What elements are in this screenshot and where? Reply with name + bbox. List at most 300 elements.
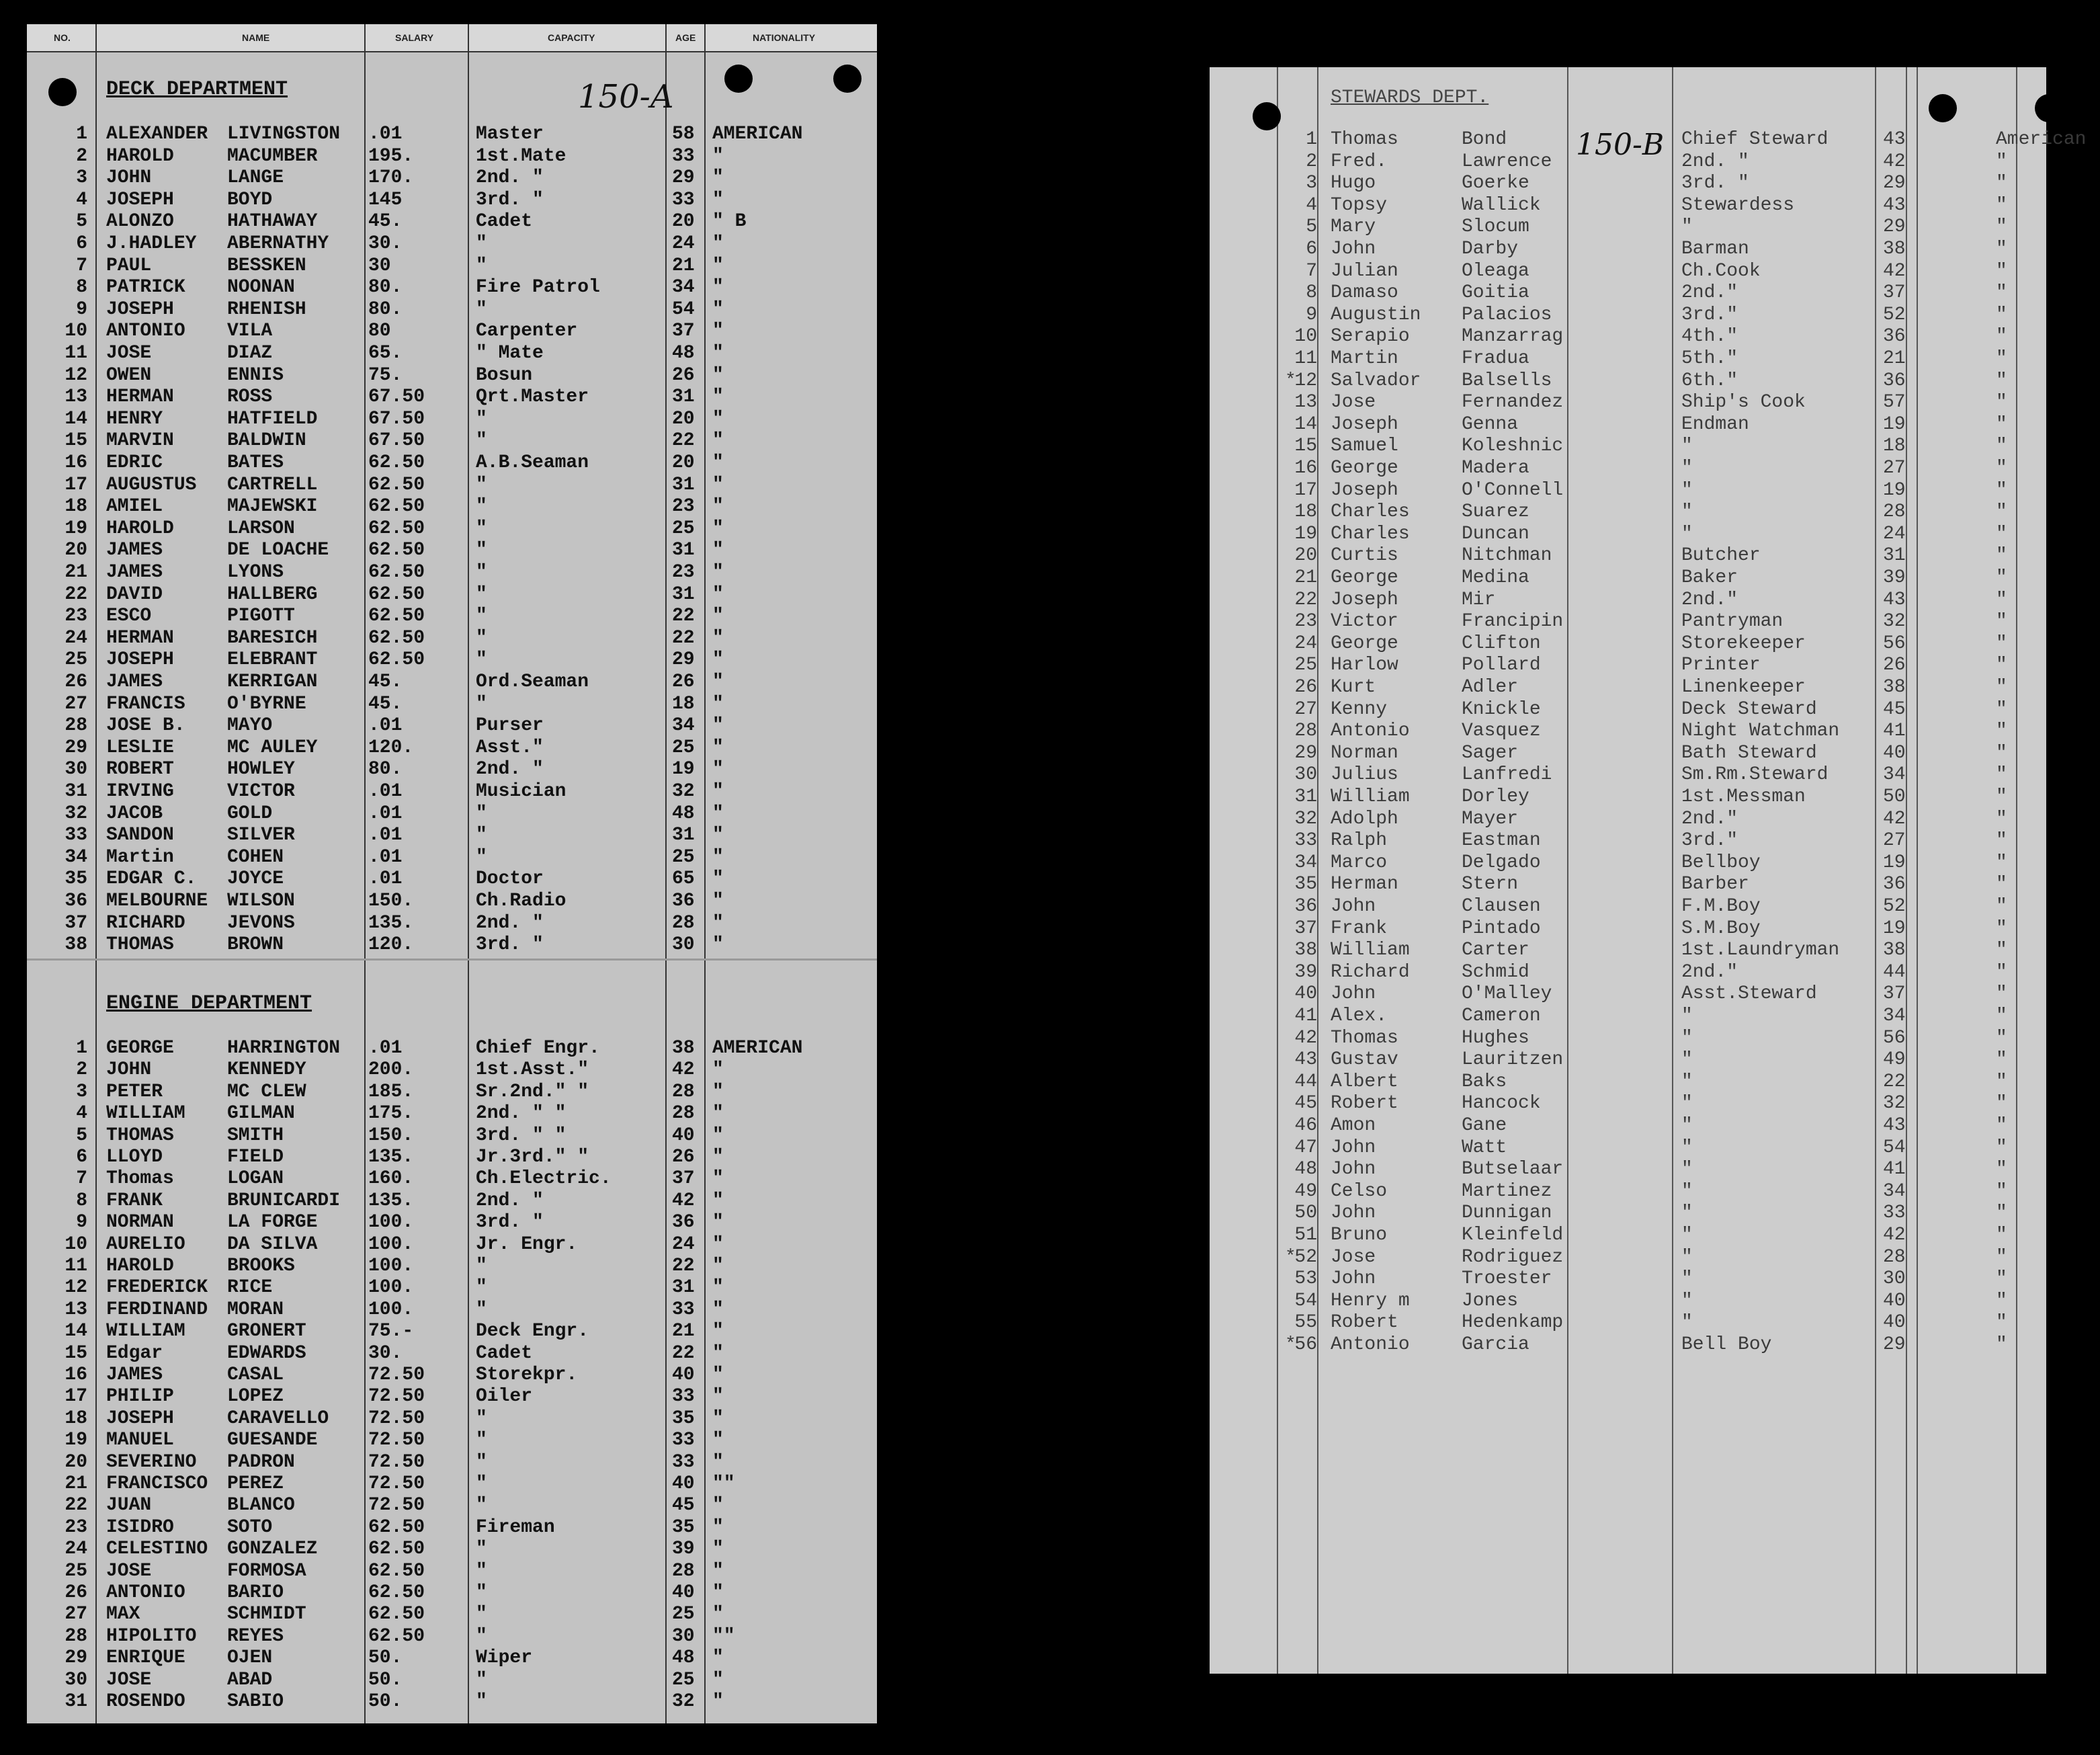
crew-row — [1210, 524, 2046, 545]
cell-last: REYES — [227, 1625, 284, 1647]
cell-nat: " — [712, 1691, 724, 1712]
crew-row — [1210, 1115, 2046, 1137]
cell-last: DE LOACHE — [227, 540, 329, 561]
cell-right: " — [1996, 1093, 2007, 1114]
cell-no: 25 — [65, 649, 87, 671]
cell-age: 25 — [672, 846, 695, 868]
cell-cap: " — [476, 1451, 487, 1473]
cell-first: Thomas — [106, 1168, 174, 1190]
cell-age: 19 — [672, 759, 695, 780]
cell-last: Bond — [1462, 129, 1507, 150]
crew-row — [27, 146, 877, 167]
crew-row — [1210, 1006, 2046, 1027]
cell-cap: " — [1681, 1006, 1693, 1026]
cell-no: 27 — [65, 693, 87, 715]
cell-no: 17 — [1294, 479, 1317, 501]
crew-row — [27, 1604, 877, 1625]
crew-row — [1210, 633, 2046, 655]
cell-cap: Jr. Engr. — [476, 1233, 578, 1255]
cell-last: Goerke — [1462, 173, 1529, 194]
cell-nat: " — [712, 868, 724, 890]
cell-first: Albert — [1331, 1071, 1398, 1092]
cell-cap: Stewardess — [1681, 194, 1795, 216]
cell-no: 32 — [1294, 808, 1317, 829]
cell-no: 28 — [65, 715, 87, 737]
cell-last: Dunnigan — [1462, 1202, 1552, 1224]
cell-no: 44 — [1294, 1071, 1317, 1092]
cell-cap: Ord.Seaman — [476, 671, 589, 692]
cell-no: 26 — [65, 671, 87, 692]
cell-sal: 120. — [368, 934, 414, 956]
crew-row — [27, 1256, 877, 1277]
cell-no: 10 — [65, 321, 87, 342]
cell-last: BOYD — [227, 189, 273, 210]
cell-last: Genna — [1462, 413, 1519, 435]
cell-cap: Storekpr. — [476, 1364, 578, 1385]
crew-row — [27, 1299, 877, 1321]
cell-last: BALDWIN — [227, 430, 306, 452]
cell-last: Martinez — [1462, 1180, 1552, 1202]
cell-right: " — [1996, 1180, 2007, 1202]
cell-age: 20 — [672, 452, 695, 473]
cell-right: " — [1996, 282, 2007, 304]
cell-first: Jose — [1331, 1246, 1376, 1268]
cell-no: 5 — [76, 211, 87, 233]
cell-cap: A.B.Seaman — [476, 452, 589, 473]
crew-row — [27, 190, 877, 211]
crew-row — [1210, 1268, 2046, 1290]
cell-last: Clifton — [1462, 632, 1541, 654]
cell-sal: .01 — [368, 124, 403, 145]
cell-age: 31 — [672, 540, 695, 561]
cell-last: Goitia — [1462, 282, 1529, 304]
crew-row — [27, 1081, 877, 1103]
cell-sal: 62.50 — [368, 1604, 425, 1625]
cell-age: 34 — [1883, 1180, 1906, 1202]
cell-last: GILMAN — [227, 1103, 295, 1125]
cell-first: HIPOLITO — [106, 1625, 197, 1647]
cell-cap: 2nd. " — [476, 167, 544, 189]
cell-last: KENNEDY — [227, 1059, 306, 1081]
cell-nat: " — [712, 803, 724, 824]
cell-cap: Ship's Cook — [1681, 392, 1806, 413]
cell-first: Norman — [1331, 742, 1398, 764]
cell-last: O'Connell — [1462, 479, 1564, 501]
cell-last: Schmid — [1462, 961, 1529, 983]
cell-last: GUESANDE — [227, 1430, 318, 1451]
crew-row — [27, 1647, 877, 1669]
cell-last: BROWN — [227, 934, 284, 956]
cell-age: 56 — [1883, 1027, 1906, 1049]
cell-cap: Oiler — [476, 1386, 533, 1407]
cell-first: Samuel — [1331, 436, 1398, 457]
cell-age: 44 — [1883, 961, 1906, 983]
cell-no: 12 — [65, 1277, 87, 1299]
cell-right: " — [1996, 501, 2007, 523]
cell-no: 47 — [1294, 1137, 1317, 1158]
cell-no: 6 — [1306, 239, 1317, 259]
cell-last: O'BYRNE — [227, 693, 306, 715]
cell-no: 38 — [65, 934, 87, 956]
cell-first: JOSEPH — [106, 298, 174, 320]
cell-no: 7 — [76, 255, 87, 276]
crew-row — [1210, 1093, 2046, 1114]
cell-nat: " — [712, 627, 724, 649]
cell-cap: 3rd." — [1681, 830, 1738, 852]
cell-last: HARRINGTON — [227, 1038, 341, 1059]
cell-sal: 100. — [368, 1277, 414, 1299]
crew-row — [27, 847, 877, 868]
cell-cap: Ch.Cook — [1681, 260, 1761, 282]
cell-nat: " — [712, 1081, 724, 1102]
cell-first: William — [1331, 786, 1410, 807]
cell-cap: 1st.Messman — [1681, 786, 1806, 807]
cell-no: 34 — [65, 846, 87, 868]
cell-nat: " — [712, 671, 724, 692]
cell-sal: 45. — [368, 693, 403, 715]
cell-right: " — [1996, 611, 2007, 632]
cell-sal: 62.50 — [368, 496, 425, 518]
cell-first: ROBERT — [106, 759, 174, 780]
cell-no: 11 — [1294, 348, 1317, 369]
cell-nat: " — [712, 912, 724, 934]
cell-cap: Printer — [1681, 655, 1761, 676]
cell-no: 19 — [65, 1430, 87, 1451]
cell-first: PATRICK — [106, 277, 185, 298]
punch-hole — [48, 78, 77, 106]
cell-age: 29 — [1883, 173, 1906, 194]
cell-right: " — [1996, 1290, 2007, 1311]
cell-last: DIAZ — [227, 343, 273, 364]
cell-sal: 50. — [368, 1647, 403, 1669]
cell-nat: " — [712, 189, 724, 210]
crew-row — [1210, 743, 2046, 764]
cell-age: 31 — [672, 825, 695, 846]
cell-age: 26 — [672, 1147, 695, 1168]
crew-row — [27, 694, 877, 715]
cell-nat: " — [712, 606, 724, 627]
cell-no: 53 — [1294, 1268, 1317, 1290]
cell-cap: 1st.Mate — [476, 145, 566, 167]
cell-last: Hancock — [1462, 1093, 1541, 1114]
cell-last: Wallick — [1462, 194, 1541, 216]
cell-first: Frank — [1331, 917, 1388, 939]
cell-nat: " — [712, 1233, 724, 1255]
crew-row — [27, 233, 877, 255]
cell-first: ENRIQUE — [106, 1647, 185, 1669]
cell-first: ANTONIO — [106, 321, 185, 342]
cell-sal: 72.50 — [368, 1451, 425, 1473]
crew-row — [1210, 261, 2046, 282]
crew-row — [1210, 874, 2046, 895]
cell-age: 24 — [672, 233, 695, 254]
cell-sal: 75. — [368, 364, 403, 386]
cell-last: KERRIGAN — [227, 671, 318, 692]
cell-age: 28 — [672, 1103, 695, 1125]
cell-no: 31 — [1294, 786, 1317, 807]
crew-row — [27, 321, 877, 342]
cell-last: Hughes — [1462, 1027, 1529, 1049]
cell-no: 31 — [65, 781, 87, 802]
cell-no: 12 — [65, 364, 87, 386]
cell-no: 1 — [76, 124, 87, 145]
cell-age: 22 — [672, 1256, 695, 1276]
cell-first: Martin — [106, 846, 174, 868]
cell-age: 28 — [672, 1560, 695, 1582]
cell-cap: " — [476, 1473, 487, 1494]
cell-sal: 100. — [368, 1256, 414, 1276]
crew-row — [27, 211, 877, 233]
cell-sal: 65. — [368, 343, 403, 364]
crew-row — [27, 518, 877, 540]
cell-cap: " — [1681, 1312, 1693, 1334]
cell-first: JOSEPH — [106, 649, 174, 671]
cell-sal: 150. — [368, 891, 414, 911]
cell-age: 33 — [672, 145, 695, 167]
cell-no: 30 — [1294, 764, 1317, 786]
cell-cap: " — [1681, 1137, 1693, 1158]
cell-last: MC AULEY — [227, 737, 318, 758]
cell-cap: " — [476, 298, 487, 320]
cell-right: " — [1996, 1225, 2007, 1246]
crew-row — [27, 1670, 877, 1691]
crew-row — [27, 452, 877, 474]
crew-row — [1210, 304, 2046, 326]
cell-first: Joseph — [1331, 589, 1398, 610]
cell-right: " — [1996, 698, 2007, 720]
cell-right: " — [1996, 413, 2007, 435]
cell-sal: 120. — [368, 737, 414, 758]
cell-no: 38 — [1294, 940, 1317, 961]
crew-row — [1210, 567, 2046, 589]
crew-row — [27, 1539, 877, 1560]
cell-first: WILLIAM — [106, 1103, 185, 1125]
cell-last: Cameron — [1462, 1006, 1541, 1026]
cell-cap: Musician — [476, 781, 566, 802]
crew-row — [27, 540, 877, 561]
cell-age: 29 — [672, 649, 695, 671]
cell-cap: 3rd. " — [476, 934, 544, 956]
cell-cap: Sr.2nd." " — [476, 1081, 589, 1102]
cell-nat: " — [712, 343, 724, 364]
cell-nat: " — [712, 715, 724, 737]
page-number: 150-A — [578, 78, 674, 116]
cell-last: LOGAN — [227, 1168, 284, 1190]
cell-last: BROOKS — [227, 1256, 295, 1276]
cell-nat: " — [712, 1516, 724, 1538]
cell-nat: " — [712, 1364, 724, 1385]
header-salary: SALARY — [395, 32, 434, 43]
cell-cap: " — [1681, 216, 1693, 238]
cell-nat: " — [712, 1386, 724, 1407]
cell-cap: " — [476, 825, 487, 846]
cell-sal: 30. — [368, 233, 403, 254]
cell-nat: AMERICAN — [712, 124, 803, 145]
cell-nat: " — [712, 298, 724, 320]
cell-star: * — [1285, 1246, 1296, 1268]
cell-age: 37 — [1883, 282, 1906, 304]
cell-age: 31 — [672, 1277, 695, 1299]
cell-first: FREDERICK — [106, 1277, 208, 1299]
cell-sal: 185. — [368, 1081, 414, 1102]
cell-no: 6 — [76, 233, 87, 254]
cell-age: 19 — [1883, 413, 1906, 435]
cell-age: 31 — [672, 474, 695, 495]
crew-row — [27, 1473, 877, 1495]
cell-cap: " — [476, 693, 487, 715]
cell-sal: 50. — [368, 1691, 403, 1712]
cell-first: SEVERINO — [106, 1451, 197, 1473]
crew-row — [1210, 370, 2046, 392]
cell-nat: " — [712, 781, 724, 802]
cell-right: " — [1996, 589, 2007, 610]
cell-no: 17 — [65, 474, 87, 495]
crew-row — [27, 1343, 877, 1364]
cell-sal: 72.50 — [368, 1364, 425, 1385]
cell-first: Ralph — [1331, 830, 1388, 852]
crew-row — [27, 386, 877, 408]
cell-age: 31 — [672, 386, 695, 408]
cell-sal: 160. — [368, 1168, 414, 1190]
cell-last: Hedenkamp — [1462, 1312, 1564, 1334]
crew-row — [27, 562, 877, 583]
cell-last: Palacios — [1462, 304, 1552, 325]
crew-row — [27, 409, 877, 430]
cell-first: Celso — [1331, 1180, 1388, 1202]
cell-last: Delgado — [1462, 852, 1541, 873]
cell-age: 26 — [672, 364, 695, 386]
cell-cap: 2nd. " — [476, 1190, 544, 1211]
cell-age: 22 — [672, 606, 695, 627]
cell-first: FRANCISCO — [106, 1473, 208, 1494]
cell-no: 10 — [65, 1233, 87, 1255]
cell-right: " — [1996, 896, 2007, 917]
crew-row — [1210, 545, 2046, 567]
cell-cap: 2nd." — [1681, 808, 1738, 829]
cell-age: 57 — [1883, 392, 1906, 413]
cell-nat: " — [712, 1147, 724, 1168]
cell-cap: " — [1681, 436, 1693, 457]
cell-no: 13 — [65, 1299, 87, 1320]
crew-row — [1210, 809, 2046, 830]
crew-row — [1210, 764, 2046, 786]
cell-first: MELBOURNE — [106, 891, 208, 911]
cell-first: ALONZO — [106, 211, 174, 233]
cell-sal: 135. — [368, 1190, 414, 1211]
cell-first: NORMAN — [106, 1212, 174, 1233]
crew-row — [27, 671, 877, 693]
cell-no: 26 — [1294, 677, 1317, 698]
page-number: 150-B — [1576, 128, 1665, 162]
cell-sal: .01 — [368, 868, 403, 890]
cell-cap: " Mate — [476, 343, 544, 364]
cell-age: 22 — [672, 430, 695, 452]
cell-no: 51 — [1294, 1225, 1317, 1246]
cell-cap: Night Watchman — [1681, 721, 1840, 742]
cell-first: Edgar — [106, 1342, 163, 1364]
cell-cap: 3rd. " — [476, 1212, 544, 1233]
cell-age: 18 — [1883, 436, 1906, 457]
cell-nat: " — [712, 386, 724, 408]
cell-last: Nitchman — [1462, 545, 1552, 567]
cell-cap: " — [1681, 501, 1693, 523]
cell-last: BRUNICARDI — [227, 1190, 341, 1211]
cell-nat: "" — [712, 1473, 735, 1494]
cell-last: Rodriguez — [1462, 1246, 1564, 1268]
cell-cap: Asst.Steward — [1681, 983, 1817, 1005]
cell-nat: " — [712, 1256, 724, 1276]
cell-age: 32 — [1883, 611, 1906, 632]
cell-cap: Jr.3rd." " — [476, 1147, 589, 1168]
cell-last: Kleinfeld — [1462, 1225, 1564, 1246]
cell-age: 33 — [672, 1386, 695, 1407]
cell-no: 3 — [1306, 173, 1317, 194]
cell-age: 49 — [1883, 1049, 1906, 1071]
crew-row — [27, 167, 877, 189]
cell-age: 38 — [1883, 239, 1906, 259]
cell-last: Suarez — [1462, 501, 1529, 523]
cell-first: Gustav — [1331, 1049, 1398, 1071]
crew-row — [27, 891, 877, 912]
cell-age: 25 — [672, 1604, 695, 1625]
cell-first: Joseph — [1331, 413, 1398, 435]
cell-nat: " — [712, 891, 724, 911]
cell-first: ALEXANDER — [106, 124, 208, 145]
cell-first: AUGUSTUS — [106, 474, 197, 495]
cell-cap: F.M.Boy — [1681, 896, 1761, 917]
crew-row — [1210, 458, 2046, 479]
crew-row — [27, 1103, 877, 1125]
cell-sal: 62.50 — [368, 1539, 425, 1560]
cell-cap: " — [476, 233, 487, 254]
cell-age: 31 — [1883, 545, 1906, 567]
cell-first: JOSE B. — [106, 715, 185, 737]
cell-age: 37 — [672, 1168, 695, 1190]
cell-age: 29 — [1883, 216, 1906, 238]
cell-first: PHILIP — [106, 1386, 174, 1407]
cell-star: * — [1285, 370, 1296, 391]
cell-cap: " — [1681, 1115, 1693, 1136]
punch-hole — [833, 65, 862, 93]
cell-no: 16 — [65, 452, 87, 473]
cell-nat: " — [712, 474, 724, 495]
cell-age: 40 — [672, 1364, 695, 1385]
cell-nat: " — [712, 1342, 724, 1364]
cell-no: 7 — [76, 1168, 87, 1190]
cell-age: 42 — [1883, 151, 1906, 172]
cell-cap: S.M.Boy — [1681, 917, 1761, 939]
cell-first: Hugo — [1331, 173, 1376, 194]
cell-right: American — [1996, 129, 2087, 150]
cell-last: FIELD — [227, 1147, 284, 1168]
cell-right: " — [1996, 655, 2007, 676]
cell-cap: Fireman — [476, 1516, 555, 1538]
cell-cap: " — [476, 1256, 487, 1276]
crew-row — [27, 649, 877, 671]
cell-sal: 62.50 — [368, 518, 425, 539]
cell-cap: " — [476, 518, 487, 539]
cell-nat: " — [712, 562, 724, 583]
cell-no: 20 — [1294, 545, 1317, 567]
cell-last: ENNIS — [227, 364, 284, 386]
cell-sal: 62.50 — [368, 1582, 425, 1603]
cell-age: 38 — [1883, 677, 1906, 698]
crew-row — [1210, 501, 2046, 523]
cell-no: 21 — [1294, 567, 1317, 588]
cell-last: Pintado — [1462, 917, 1541, 939]
cell-age: 34 — [1883, 764, 1906, 786]
cell-no: 36 — [65, 891, 87, 911]
